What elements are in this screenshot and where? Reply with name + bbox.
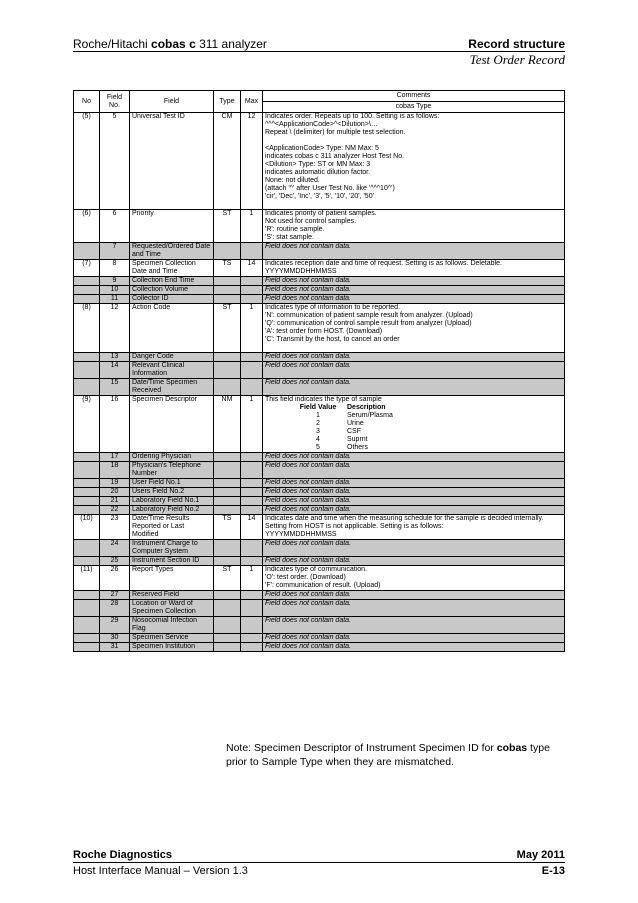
- table-row: [74, 453, 565, 462]
- cell-field-no: 26: [100, 566, 130, 591]
- cell-type: [214, 634, 241, 643]
- cell-no: (11): [74, 566, 100, 591]
- header-prefix: Roche/Hitachi: [73, 37, 152, 51]
- comment-line: <ApplicationCode> Type: NM Max: 5: [265, 145, 379, 152]
- comment-line: 'N': communication of patient sample result from analyzer. (Upload): [265, 312, 473, 319]
- cell-no: [74, 497, 100, 506]
- cell-field-no: 28: [100, 600, 130, 617]
- cell-comments: [263, 210, 565, 243]
- cell-field: Reserved Field: [130, 591, 214, 600]
- comment-line: Field does not contain data.: [265, 286, 352, 293]
- cell-field-no: 11: [100, 295, 130, 304]
- comment-line: 'S': stat sample.: [265, 234, 314, 241]
- table-row: [74, 353, 565, 362]
- table-row: [74, 566, 565, 591]
- table-row: [74, 497, 565, 506]
- cell-field: Instrument Section ID: [130, 557, 214, 566]
- cell-type: [214, 479, 241, 488]
- table-row: [74, 506, 565, 515]
- cell-comments: [263, 113, 565, 210]
- comment-line: 'F': communication of result. (Upload): [265, 582, 381, 589]
- cell-field-no: 10: [100, 286, 130, 295]
- cell-comments: [263, 497, 565, 506]
- cell-max: [241, 379, 263, 396]
- comment-line: Field does not contain data.: [265, 557, 352, 564]
- sample-row: [265, 436, 562, 444]
- comment-line: Field does not contain data.: [265, 591, 352, 598]
- comment-line: Field does not contain data.: [265, 600, 352, 607]
- cell-comments: [263, 540, 565, 557]
- cell-field: Report Types: [130, 566, 214, 591]
- cell-type: [214, 488, 241, 497]
- cell-comments: [263, 634, 565, 643]
- cell-max: [241, 617, 263, 634]
- cell-field-no: 14: [100, 362, 130, 379]
- cell-max: 1: [241, 304, 263, 353]
- comment-line: (attach '^' after User Test No. like '^^^10^'): [265, 185, 395, 192]
- col-header-cobas-type: cobas Type: [263, 102, 565, 113]
- cell-no: [74, 557, 100, 566]
- comment-line: indicates cobas c 311 analyzer Host Test No.: [265, 153, 405, 160]
- cell-comments: [263, 462, 565, 479]
- cell-type: [214, 379, 241, 396]
- cell-comments: [263, 488, 565, 497]
- cell-no: [74, 277, 100, 286]
- cell-type: [214, 557, 241, 566]
- cell-type: [214, 600, 241, 617]
- cell-no: [74, 634, 100, 643]
- cell-no: [74, 379, 100, 396]
- table-row: [74, 362, 565, 379]
- comment-line: Field does not contain data.: [265, 353, 352, 360]
- cell-field: Universal Test ID: [130, 113, 214, 210]
- cell-type: [214, 362, 241, 379]
- comment-line: [265, 344, 562, 352]
- cell-no: [74, 488, 100, 497]
- comment-line: 'A': test order form HOST. (Download): [265, 328, 383, 335]
- comment-line: Indicates order. Repeats up to 100. Setting is as follows:: [265, 113, 440, 120]
- cell-comments: [263, 277, 565, 286]
- cell-type: [214, 243, 241, 260]
- cell-type: [214, 497, 241, 506]
- cell-comments: [263, 453, 565, 462]
- cell-no: [74, 295, 100, 304]
- comment-line: indicates automatic dilution factor.: [265, 169, 371, 176]
- cell-type: ST: [214, 304, 241, 353]
- cell-no: [74, 600, 100, 617]
- cell-comments: [263, 515, 565, 540]
- comment-line: Not used for control samples.: [265, 218, 357, 225]
- table-row: [74, 462, 565, 479]
- comment-line: Field does not contain data.: [265, 277, 352, 284]
- comment-line: Indicates priority of patient samples.: [265, 210, 377, 217]
- cell-type: [214, 286, 241, 295]
- cell-max: 14: [241, 515, 263, 540]
- header-section-title: Record structure: [468, 37, 565, 51]
- comment-line: 'cir', 'Dec', 'Inc', '3', '5', '10', '20', '50': [265, 193, 374, 200]
- cell-type: [214, 295, 241, 304]
- cell-max: [241, 600, 263, 617]
- cell-max: [241, 643, 263, 652]
- table-row: [74, 617, 565, 634]
- cell-max: 1: [241, 566, 263, 591]
- cell-no: [74, 453, 100, 462]
- sample-row: [265, 428, 562, 436]
- cell-max: [241, 362, 263, 379]
- comment-line: Field does not contain data.: [265, 488, 352, 495]
- sample-head-value: Field Value: [299, 404, 337, 411]
- cell-field-no: 24: [100, 540, 130, 557]
- footer-rule: [73, 862, 565, 863]
- cell-field-no: 19: [100, 479, 130, 488]
- cell-max: [241, 295, 263, 304]
- cell-no: [74, 286, 100, 295]
- cell-field: Action Code: [130, 304, 214, 353]
- cell-no: [74, 479, 100, 488]
- cell-comments: [263, 506, 565, 515]
- col-header-comments: Comments: [263, 91, 565, 102]
- cell-field-no: 23: [100, 515, 130, 540]
- cell-max: [241, 453, 263, 462]
- cell-no: (10): [74, 515, 100, 540]
- cell-no: (7): [74, 260, 100, 277]
- comment-line: Field does not contain data.: [265, 506, 352, 513]
- cell-no: (5): [74, 113, 100, 210]
- cell-comments: [263, 295, 565, 304]
- comment-line: 'Q': communication of control sample result from analyzer (Upload): [265, 320, 472, 327]
- cell-field: Instrument Charge to Computer System: [130, 540, 214, 557]
- cell-max: [241, 591, 263, 600]
- cell-field: Users Field No.2: [130, 488, 214, 497]
- note-suffix: type prior to Sample Type when they are mismatched.: [226, 742, 550, 768]
- comment-line: None: not diluted.: [265, 177, 320, 184]
- cell-no: (8): [74, 304, 100, 353]
- comment-line: Field does not contain data.: [265, 497, 352, 504]
- cell-field: Physician's Telephone Number: [130, 462, 214, 479]
- sample-row: [265, 412, 562, 420]
- cell-field: Specimen Institution: [130, 643, 214, 652]
- col-header-max: Max: [241, 91, 263, 113]
- cell-comments: [263, 557, 565, 566]
- cell-field-no: 31: [100, 643, 130, 652]
- cell-no: (6): [74, 210, 100, 243]
- table-row: [74, 479, 565, 488]
- cell-field-no: 21: [100, 497, 130, 506]
- table-body: [74, 113, 565, 652]
- cell-comments: [263, 479, 565, 488]
- cell-field: Requested/Ordered Date and Time: [130, 243, 214, 260]
- cell-max: 1: [241, 210, 263, 243]
- comment-line: Field does not contain data.: [265, 243, 352, 250]
- comment-line: Repeat \ (delimiter) for multiple test selection.: [265, 129, 406, 136]
- cell-comments: [263, 304, 565, 353]
- cell-type: [214, 617, 241, 634]
- cell-max: 14: [241, 260, 263, 277]
- col-header-type: Type: [214, 91, 241, 113]
- cell-field-no: 13: [100, 353, 130, 362]
- cell-field: Priority: [130, 210, 214, 243]
- cell-comments: [263, 379, 565, 396]
- cell-type: CM: [214, 113, 241, 210]
- cell-max: 12: [241, 113, 263, 210]
- cell-type: [214, 591, 241, 600]
- cell-field-no: 12: [100, 304, 130, 353]
- cell-type: [214, 643, 241, 652]
- table-row: [74, 379, 565, 396]
- cell-no: [74, 643, 100, 652]
- comment-line: [265, 201, 562, 209]
- cell-max: [241, 277, 263, 286]
- cell-comments: [263, 617, 565, 634]
- cell-max: [241, 353, 263, 362]
- cell-max: [241, 540, 263, 557]
- cell-field-no: 7: [100, 243, 130, 260]
- cell-type: [214, 506, 241, 515]
- cell-no: [74, 243, 100, 260]
- cell-no: [74, 617, 100, 634]
- footer-page-number: E-13: [541, 865, 565, 877]
- table-row: [74, 304, 565, 353]
- header-suffix: 311 analyzer: [195, 37, 267, 51]
- sample-desc: Urine: [347, 420, 364, 427]
- comment-line: Indicates reception date and time of request. Setting is as follows. Deletable.: [265, 260, 502, 267]
- col-header-no: No: [74, 91, 100, 113]
- cell-field: Collector ID: [130, 295, 214, 304]
- cell-comments: [263, 286, 565, 295]
- cell-field: Specimen Collection Date and Time: [130, 260, 214, 277]
- comment-line: Field does not contain data.: [265, 379, 352, 386]
- comment-line: YYYYMMDDHHMMSS: [265, 268, 337, 275]
- cell-field-no: 27: [100, 591, 130, 600]
- cell-max: [241, 243, 263, 260]
- comment-line: Field does not contain data.: [265, 462, 352, 469]
- cell-field: Date/Time Specimen Received: [130, 379, 214, 396]
- sample-desc: CSF: [347, 428, 361, 435]
- footer-company: Roche Diagnostics: [73, 849, 173, 861]
- sample-row: [265, 444, 562, 452]
- table-row: [74, 515, 565, 540]
- cell-type: [214, 540, 241, 557]
- table-row: [74, 113, 565, 210]
- sample-value: 2: [316, 420, 320, 427]
- cell-max: [241, 286, 263, 295]
- cell-comments: [263, 566, 565, 591]
- sample-type-table: [265, 404, 562, 452]
- cell-field-no: 22: [100, 506, 130, 515]
- sample-head-desc: Description: [347, 404, 386, 411]
- comment-line: 'R': routine sample.: [265, 226, 325, 233]
- cell-no: [74, 506, 100, 515]
- sample-value: 1: [316, 412, 320, 419]
- header-product: [73, 37, 267, 51]
- cell-type: TS: [214, 260, 241, 277]
- cell-type: NM: [214, 396, 241, 453]
- cell-no: [74, 362, 100, 379]
- cell-comments: [263, 643, 565, 652]
- col-header-field: Field: [130, 91, 214, 113]
- cell-field-no: 6: [100, 210, 130, 243]
- cell-no: [74, 353, 100, 362]
- cell-field-no: 17: [100, 453, 130, 462]
- cell-field: User Field No.1: [130, 479, 214, 488]
- cell-field: Ordering Physician: [130, 453, 214, 462]
- cell-no: [74, 591, 100, 600]
- table-row: [74, 295, 565, 304]
- cell-type: [214, 277, 241, 286]
- cell-field-no: 16: [100, 396, 130, 453]
- sample-desc: Others: [347, 444, 369, 451]
- comment-line: Field does not contain data.: [265, 453, 352, 460]
- cell-type: [214, 453, 241, 462]
- footer-manual: Host Interface Manual – Version 1.3: [73, 865, 248, 877]
- footer-date: May 2011: [516, 849, 565, 861]
- cell-field-no: 9: [100, 277, 130, 286]
- cell-field: Specimen Descriptor: [130, 396, 214, 453]
- cell-field-no: 18: [100, 462, 130, 479]
- table-row: [74, 286, 565, 295]
- header-product-bold: cobas c: [151, 37, 196, 51]
- cell-field: Laboratory Field No.2: [130, 506, 214, 515]
- cell-field-no: 8: [100, 260, 130, 277]
- cell-type: TS: [214, 515, 241, 540]
- note-bold: cobas: [496, 742, 528, 754]
- cell-field: Collection Volume: [130, 286, 214, 295]
- cell-field: Location or Ward of Specimen Collection: [130, 600, 214, 617]
- cell-comments: [263, 353, 565, 362]
- table-row: [74, 210, 565, 243]
- comment-line: Field does not contain data.: [265, 643, 352, 650]
- sample-row: [265, 420, 562, 428]
- note-prefix: Note: Specimen Descriptor of Instrument Specimen ID for: [226, 742, 497, 754]
- comment-line: Field does not contain data.: [265, 617, 352, 624]
- cell-no: [74, 540, 100, 557]
- cell-field: Collection End Time: [130, 277, 214, 286]
- header-subtitle: Test Order Record: [469, 52, 565, 67]
- record-table: [73, 90, 565, 652]
- comment-line: Field does not contain data.: [265, 634, 352, 641]
- cell-comments: [263, 600, 565, 617]
- cell-comments: [263, 243, 565, 260]
- cell-field-no: 25: [100, 557, 130, 566]
- cell-type: ST: [214, 210, 241, 243]
- comment-line: Indicates type of information to be reported.: [265, 304, 401, 311]
- cell-field-no: 15: [100, 379, 130, 396]
- table-row: [74, 488, 565, 497]
- comment-line: Field does not contain data.: [265, 479, 352, 486]
- table-row: [74, 591, 565, 600]
- table-row: [74, 396, 565, 453]
- cell-field-no: 20: [100, 488, 130, 497]
- sample-desc: Serum/Plasma: [347, 412, 393, 419]
- cell-type: ST: [214, 566, 241, 591]
- cell-field: Relevant Clinical Information: [130, 362, 214, 379]
- table-row: [74, 634, 565, 643]
- sample-value: 3: [316, 428, 320, 435]
- cell-field-no: 30: [100, 634, 130, 643]
- comment-line: Setting from HOST is not applicable. Setting is as follows:: [265, 523, 444, 530]
- comment-line: Field does not contain data.: [265, 362, 352, 369]
- cell-max: 1: [241, 396, 263, 453]
- cell-max: [241, 557, 263, 566]
- cell-max: [241, 497, 263, 506]
- cell-comments: [263, 362, 565, 379]
- comment-line: ^^^<ApplicationCode>^<Dilution>\…: [265, 121, 378, 128]
- cell-no: (9): [74, 396, 100, 453]
- comment-line: Field does not contain data.: [265, 540, 352, 547]
- sample-value: 4: [316, 436, 320, 443]
- comment-line: [265, 137, 562, 145]
- cell-comments: [263, 260, 565, 277]
- table-row: [74, 260, 565, 277]
- comment-line: Indicates type of communication.: [265, 566, 367, 573]
- cell-no: [74, 462, 100, 479]
- table-row: [74, 540, 565, 557]
- table-row: [74, 277, 565, 286]
- cell-field: Date/Time Results Reported or Last Modified: [130, 515, 214, 540]
- note-text: [226, 741, 566, 769]
- comment-line: 'O': test order. (Download): [265, 574, 346, 581]
- comment-line: Field does not contain data.: [265, 295, 352, 302]
- cell-field-no: 5: [100, 113, 130, 210]
- cell-type: [214, 353, 241, 362]
- cell-type: [214, 462, 241, 479]
- sample-value: 5: [316, 444, 320, 451]
- cell-field-no: 29: [100, 617, 130, 634]
- cell-field: Danger Code: [130, 353, 214, 362]
- cell-max: [241, 462, 263, 479]
- cell-field: Laboratory Field No.1: [130, 497, 214, 506]
- table-row: [74, 600, 565, 617]
- col-header-field-no: Field No.: [100, 91, 130, 113]
- comment-line: This field indicates the type of sample: [265, 396, 382, 403]
- cell-max: [241, 634, 263, 643]
- cell-max: [241, 506, 263, 515]
- table-row: [74, 243, 565, 260]
- comment-line: YYYYMMDDHHMMSS: [265, 531, 337, 538]
- cell-comments: [263, 396, 565, 453]
- comment-line: <Dilution> Type: ST or MN Max: 3: [265, 161, 371, 168]
- table-row: [74, 557, 565, 566]
- table-row: [74, 643, 565, 652]
- cell-max: [241, 479, 263, 488]
- comment-line: 'C': Transmit by the host, to cancel an order: [265, 336, 400, 343]
- cell-field: Specimen Service: [130, 634, 214, 643]
- comment-line: Indicates date and time when the measuring schedule for the sample is decided internally.: [265, 515, 544, 522]
- cell-max: [241, 488, 263, 497]
- sample-desc: Suprnt: [347, 436, 368, 443]
- cell-field: Nosocomial Infection Flag: [130, 617, 214, 634]
- cell-comments: [263, 591, 565, 600]
